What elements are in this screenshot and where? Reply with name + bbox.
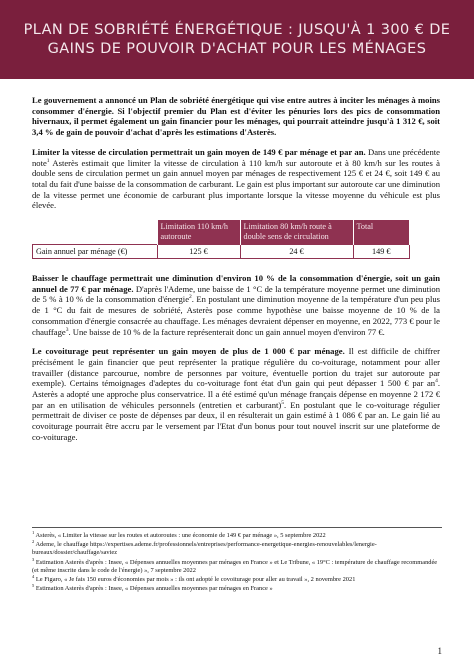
footnotes — [32, 527, 442, 594]
speed-gain-table — [32, 220, 410, 259]
speed-limit-heading: Limiter la vitesse de circulation permettrait un gain moyen de 149 € par ménage et par an. — [32, 146, 366, 157]
table-row-label: Gain annuel par ménage (€) — [33, 245, 158, 259]
carpool-text-b: . Asterès a adopté une approche plus conservatrice. Il a été estimé qu'un ménage français dépense en moyenne 2 172 € par an en utilisation de véhicules personnels (entretien et carburant) — [32, 378, 440, 410]
footnote-ref-5[interactable]: 5 — [281, 399, 285, 406]
speed-limit-paragraph — [32, 147, 440, 211]
table-header-total: Total — [353, 220, 410, 245]
page-number: 1 — [437, 646, 442, 656]
heating-text-b: . En postulant une diminution moyenne de la température d'un peu plus de 1 °C du fait de mesures de sobriété, Asterès pose comme hypothèse une baisse moyenne de 10 % de la consommation d'énergie consacrée au chauffage. Les ménages devraient dépenser en moyenne, en 2022, 773 € pour le chauffage — [32, 294, 440, 337]
carpool-text-a: Il est difficile de chiffrer précisément le gain financier que peut représenter la pratique régulière du co-voiturage, notamment pour aller travailler (distance parcourue, nombre de personnes par voiture, éventuelle portion du trajet sur autoroute par exemple). Certains témoignages d'adeptes du co-voiturage font état d'un gain qui peut dépasser 1 500 € par an — [32, 346, 440, 389]
footnote-ref-2[interactable]: 2 — [189, 294, 192, 301]
footnote-text: Estimation Asterès d'après : Insee, « Dépenses annuelles moyennes par ménages en France » et Le Tribune, « 19°C : température de chauffage recommandée (et même inscrite dans le code de l'énergie) », 7 septembre 2022 — [32, 558, 438, 574]
footnote-number: 3 — [32, 556, 35, 562]
footnote-text[interactable]: Ademe, le chauffage https://expertises.ademe.fr/professionnels/entreprises/performance-energetique-energies-renouvelables/lenergie-bureaux/dossier/chauffage/saviez — [32, 541, 377, 557]
document-header — [0, 0, 474, 79]
heating-heading: Baisser le chauffage permettrait une diminution d'environ 10 % de la consommation d'énergie, soit un gain annuel de 77 € par ménage. — [32, 273, 440, 294]
footnote-ref-3[interactable]: 3 — [65, 326, 69, 333]
header-title-line-2: GAINS DE POUVOIR D'ACHAT POUR LES MÉNAGES — [47, 40, 427, 57]
footnote-number: 2 — [32, 539, 35, 545]
footnote-number: 1 — [32, 529, 35, 535]
header-title-line-1: PLAN DE SOBRIÉTÉ ÉNERGÉTIQUE : JUSQU'À 1 300 € DE — [23, 21, 451, 38]
intro-paragraph — [32, 95, 440, 138]
footnote-text: Asterès, « Limiter la vitesse sur les routes et autoroutes : une économie de 149 € par ménage », 5 septembre 2022 — [35, 532, 326, 539]
footnote-4 — [32, 573, 442, 584]
footnote-text: Estimation Asterès d'après : Insee, « Dépenses annuelles moyennes par ménages en France » — [35, 585, 273, 593]
footnote-5 — [32, 585, 442, 593]
table-row — [33, 245, 410, 259]
speed-limit-text-b: Asterès estimait que limiter la vitesse de circulation à 110 km/h sur autoroute et à 80 km/h sur les routes à double sens de circulation permet un gain annuel moyen par ménages de respectivement 125 € et 24 €, soit 149 € au total du fait d'une baisse de la consommation de carburant. Le gain est plus important sur autoroute car une diminution de la vitesse permet une économie de carburant plus importante lorsque la vitesse moyenne du véhicule est plus élevée. — [32, 157, 440, 211]
footnote-3 — [32, 556, 442, 575]
heating-text-a: D'après l'Ademe, une baisse de 1 °C de la température moyenne permet une diminution de 5 % à 10 % de la consommation d'énergie — [32, 283, 441, 305]
document-body — [32, 95, 440, 452]
speed-limit-text-a: Dans une précédente note — [32, 146, 440, 168]
footnote-2 — [32, 541, 442, 557]
table-header-empty — [33, 220, 158, 245]
footnote-1 — [32, 529, 442, 540]
footnote-number: 4 — [32, 573, 35, 579]
intro-text: Le gouvernement a annoncé un Plan de sobriété énergétique qui vise entre autres à inciter les ménages à moins consommer d'énergie. Si l'objectif premier du Plan est d'éviter les pénuries lors des pics de consommation hivernaux, il permet également un gain financier pour les ménages, qui pourrait atteindre jusqu'à 1 312 €, soit 3,4 % de gain de pouvoir d'achat d'après les estimations d'Asterès. — [32, 95, 440, 138]
heating-text-c: . Une baisse de 10 % de la facture représenterait donc un gain annuel moyen d'environ 77 €. — [68, 326, 385, 337]
footnote-ref-4[interactable]: 4 — [435, 378, 438, 385]
table-cell-total: 149 € — [353, 245, 410, 259]
footnote-number: 5 — [32, 583, 35, 589]
carpool-text-c: . En postulant que le co-voiturage régulier permettrait de diviser ce poste de dépenses par deux, il en résulterait un gain estimé à 1 086 € par an. Le gain lié au covoiturage pourrait être accru par le versement par l'Etat d'un bonus pour tout nouvel inscrit sur une plateforme de co-voiturage. — [32, 399, 440, 442]
table-header-80: Limitation 80 km/h route à double sens de circulation — [240, 220, 353, 245]
table-header-row — [33, 220, 410, 245]
table-header-110: Limitation 110 km/h autoroute — [157, 220, 240, 245]
footnote-ref-1[interactable]: 1 — [46, 157, 50, 164]
heating-paragraph — [32, 273, 440, 337]
carpool-paragraph — [32, 346, 440, 442]
table-cell-110: 125 € — [157, 245, 240, 259]
table-cell-80: 24 € — [240, 245, 353, 259]
carpool-heading: Le covoiturage peut représenter un gain moyen de plus de 1 000 € par ménage. — [32, 346, 345, 357]
footnote-text: Le Figaro, « Je fais 150 euros d'économies par mois » : ils ont adopté le covoiturage pour aller au travail », 2 novembre 2021 — [35, 576, 356, 584]
